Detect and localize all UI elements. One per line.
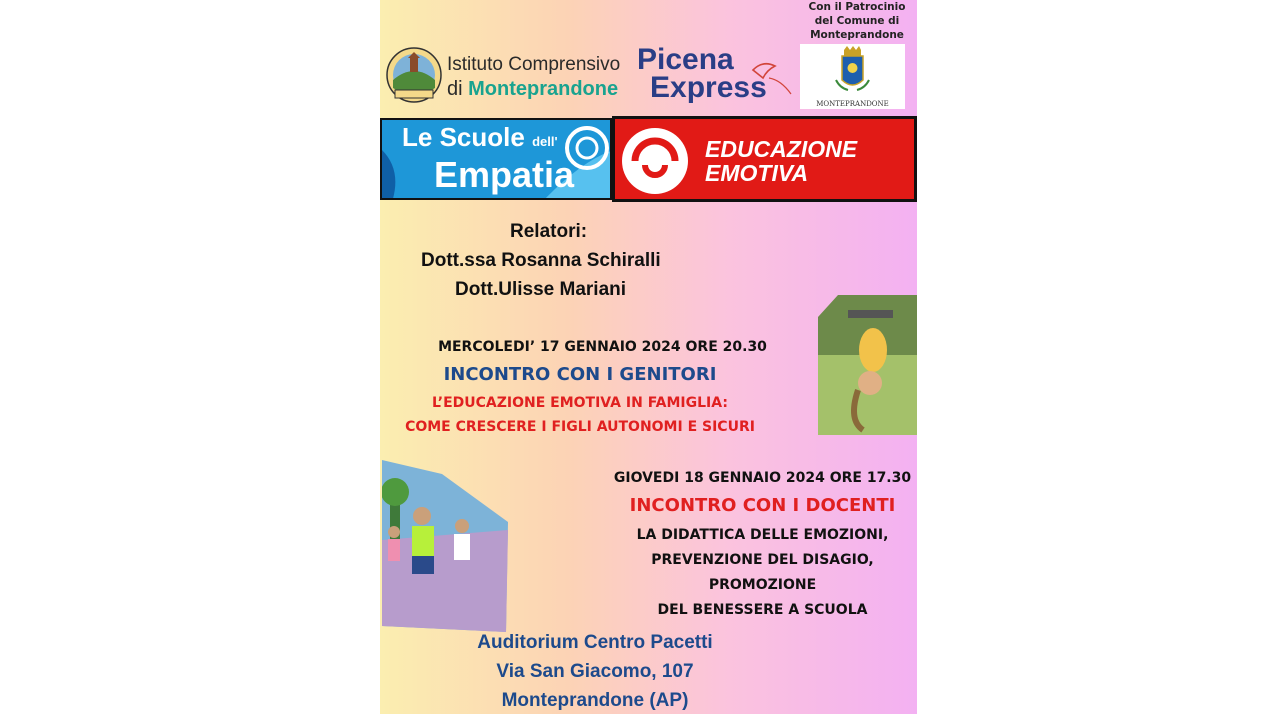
banner-left-small: dell' [532, 134, 558, 149]
relatori-heading: Relatori: [510, 221, 588, 242]
patrocinio-text [797, 0, 917, 42]
patrocinio-line: Monteprandone [810, 29, 904, 41]
istituto-logo [385, 44, 443, 106]
venue-city: Monteprandone (AP) [501, 690, 689, 711]
event2-topic: LA DIDATTICA DELLE EMOZIONI, [636, 527, 889, 543]
scuole-empatia-banner [380, 118, 612, 200]
banner-left-line2: Empatia [434, 154, 575, 195]
banner-right-text [705, 137, 857, 185]
venue-address: Via San Giacomo, 107 [496, 661, 694, 682]
banner-right-line2: EMOTIVA [705, 160, 809, 186]
swirl-logo-icon [619, 125, 691, 197]
children-playing-photo [382, 460, 508, 632]
speaker-name: Dott.Ulisse Mariani [455, 279, 627, 300]
event-poster [380, 0, 917, 714]
event2-topic: PROMOZIONE [708, 577, 817, 593]
bird-icon [749, 56, 793, 96]
banner-left-text: Le Scuole [402, 122, 525, 152]
istituto-town: Monteprandone [468, 78, 619, 100]
speaker-name: Dott.ssa Rosanna Schiralli [421, 250, 661, 271]
event1-subtitle: COME CRESCERE I FIGLI AUTONOMI E SICURI [405, 419, 755, 435]
event2-topic: DEL BENESSERE A SCUOLA [657, 602, 868, 618]
banner-left-line1 [402, 122, 558, 153]
event2-title: INCONTRO CON I DOCENTI [629, 495, 896, 516]
banner-right-line1: EDUCAZIONE [705, 136, 858, 162]
picena-logo-line1: Picena [637, 43, 734, 76]
event1-subtitle: L’EDUCAZIONE EMOTIVA IN FAMIGLIA: [432, 395, 728, 411]
event2-topic: PREVENZIONE DEL DISAGIO, [651, 552, 874, 568]
patrocinio-line: del Comune di [814, 15, 900, 27]
istituto-location [447, 78, 618, 101]
venue-name: Auditorium Centro Pacetti [477, 632, 713, 653]
event1-title: INCONTRO CON I GENITORI [443, 364, 717, 385]
comune-emblem [800, 44, 905, 109]
patrocinio-line: Con il Patrocinio [808, 1, 906, 13]
event1-date: MERCOLEDI’ 17 GENNAIO 2024 ORE 20.30 [438, 339, 767, 355]
picena-logo-line2: Express [650, 71, 767, 104]
istituto-prefix: di [447, 78, 469, 100]
istituto-name: Istituto Comprensivo [447, 54, 621, 75]
emblem-label: MONTEPRANDONE [816, 100, 889, 108]
educazione-emotiva-banner [612, 116, 917, 202]
child-hanging-photo [818, 295, 917, 435]
event2-date: GIOVEDI 18 GENNAIO 2024 ORE 17.30 [613, 470, 912, 486]
